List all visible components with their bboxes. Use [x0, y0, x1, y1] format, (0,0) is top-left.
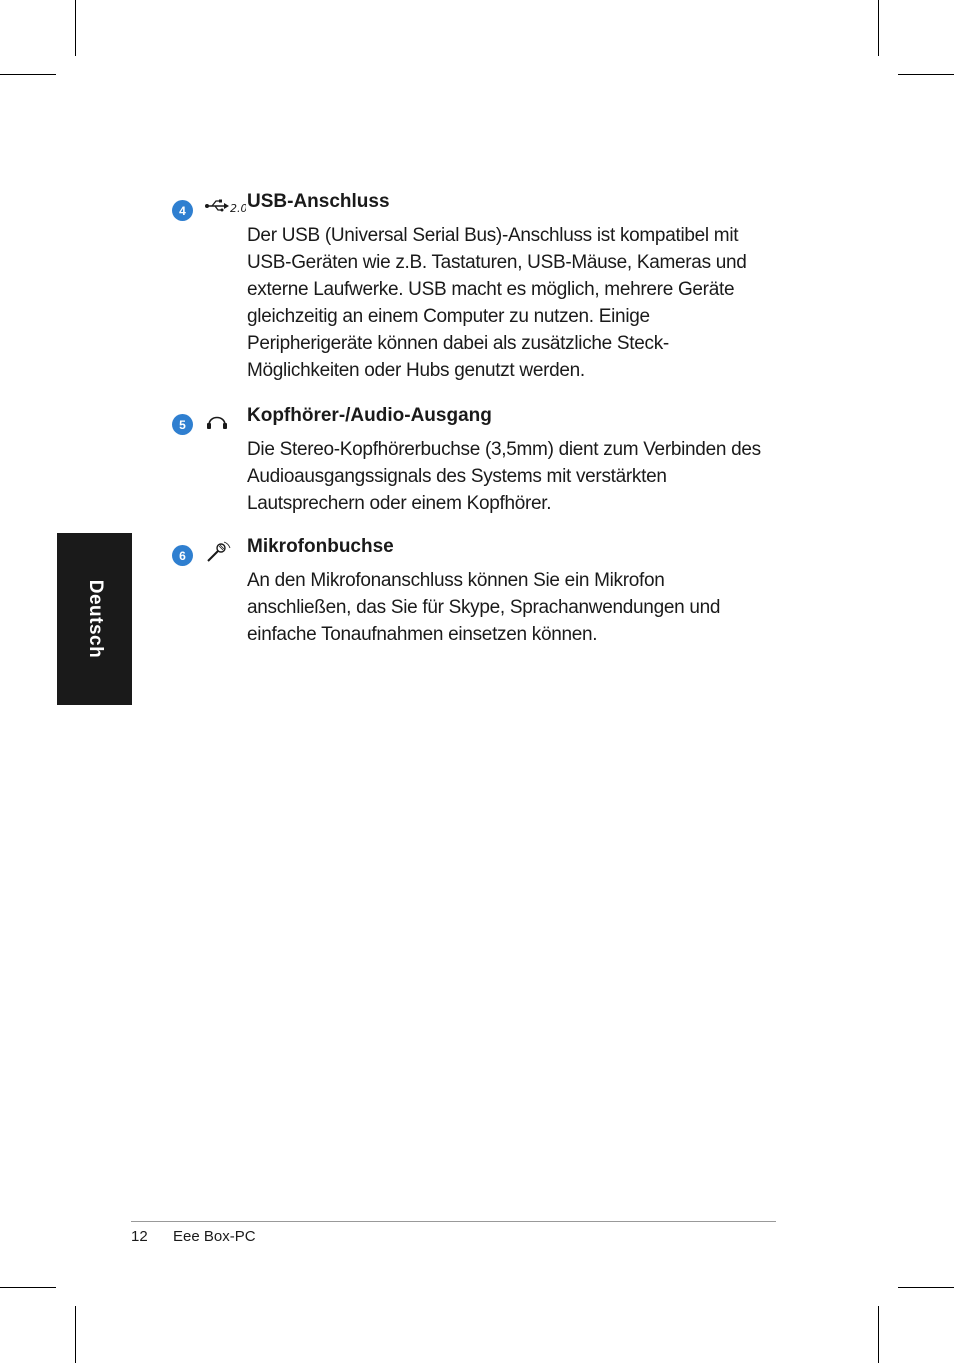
crop-mark	[878, 0, 879, 56]
item-number-badge: 5	[172, 414, 193, 435]
item-description: Die Stereo-Kopfhörerbuchse (3,5mm) dient zum Verbinden des Audioausgangssignals des Systems mit verstärkten Lautsprechern oder einem Kopfhörer.	[247, 439, 761, 514]
item-title: Kopfhörer-/Audio-Ausgang	[247, 405, 492, 426]
item-description: An den Mikrofonanschluss können Sie ein Mikrofon anschließen, das Sie für Skype, Sprachanwendungen und einfache Tonaufnahmen einsetzen können.	[247, 570, 721, 645]
crop-mark	[898, 1287, 954, 1288]
page-footer	[131, 1228, 256, 1245]
crop-mark	[0, 1287, 56, 1288]
usb-icon	[204, 196, 246, 223]
item-title: USB-Anschluss	[247, 191, 390, 212]
crop-mark	[75, 1306, 76, 1363]
language-tab-label: Deutsch	[84, 579, 106, 659]
crop-mark	[0, 74, 56, 75]
item-title: Mikrofonbuchse	[247, 536, 394, 557]
item-number-badge: 4	[172, 200, 193, 221]
item-description: Der USB (Universal Serial Bus)-Anschluss ist kompatibel mit USB-Geräten wie z.B. Tastaturen, USB-Mäuse, Kameras und externe Laufwerke. USB macht es möglich, mehrere Geräte gleichzeitig an einem Computer zu nutzen. Einige Peripherigeräte können dabei als zusätzliche Steck-Möglichkeiten oder Hubs genutzt werden.	[247, 225, 747, 381]
headphones-icon	[204, 410, 232, 437]
footer-divider	[131, 1221, 776, 1222]
crop-mark	[898, 74, 954, 75]
product-name: Eee Box-PC	[173, 1228, 256, 1245]
usb-version-label: 2.0	[230, 202, 246, 215]
page-number: 12	[131, 1228, 148, 1245]
crop-mark	[75, 0, 76, 56]
crop-mark	[878, 1306, 879, 1363]
language-tab	[57, 533, 132, 705]
microphone-icon	[204, 541, 232, 570]
item-number-badge: 6	[172, 545, 193, 566]
